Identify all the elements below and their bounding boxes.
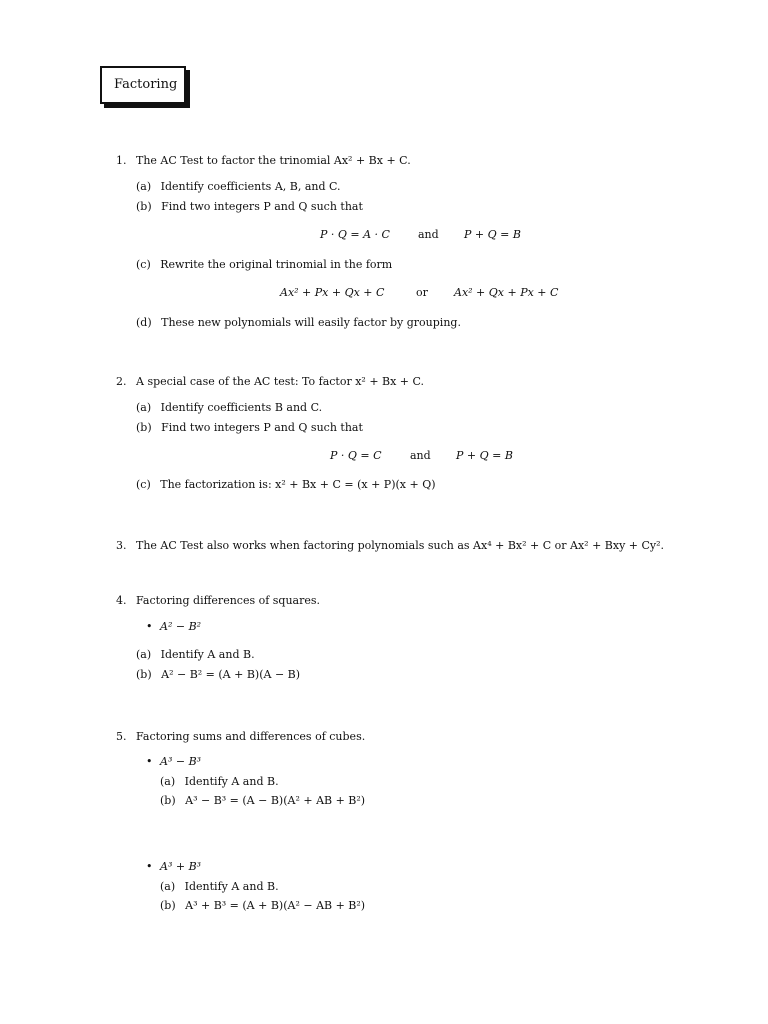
item-number: 1. bbox=[116, 154, 127, 167]
sub-item bbox=[160, 794, 365, 807]
sub-text: Rewrite the original trinomial in the form bbox=[160, 258, 393, 271]
sub-item bbox=[136, 316, 461, 329]
item-number: 4. bbox=[116, 594, 127, 607]
sub-text: Identify A and B. bbox=[184, 880, 279, 893]
sub-text: Find two integers P and Q such that bbox=[161, 200, 363, 213]
sub-label: (a) bbox=[136, 180, 152, 193]
bullet-item bbox=[146, 620, 201, 633]
sub-text: A³ + B³ = (A + B)(A² − AB + B²) bbox=[185, 899, 366, 912]
page-title: Factoring bbox=[114, 77, 178, 92]
sub-text: These new polynomials will easily factor by grouping. bbox=[161, 316, 461, 329]
display-mid: and bbox=[418, 228, 439, 241]
display-right: P + Q = B bbox=[464, 228, 521, 241]
bullet-text: A³ + B³ bbox=[160, 860, 202, 873]
item-3 bbox=[116, 539, 664, 552]
item-text: The AC Test also works when factoring polynomials such as Ax⁴ + Bx² + C or Ax² + Bxy + Cy². bbox=[136, 539, 665, 552]
display-left: P · Q = C bbox=[330, 449, 382, 462]
item-number: 5. bbox=[116, 730, 127, 743]
sub-label: (a) bbox=[136, 401, 152, 414]
sub-item bbox=[136, 258, 392, 271]
sub-label: (a) bbox=[136, 648, 152, 661]
sub-item bbox=[136, 648, 255, 661]
item-text: A special case of the AC test: To factor x² + Bx + C. bbox=[136, 375, 425, 388]
sub-text: Find two integers P and Q such that bbox=[161, 421, 363, 434]
display-right: P + Q = B bbox=[456, 449, 513, 462]
sub-item bbox=[136, 668, 300, 681]
sub-item bbox=[160, 775, 279, 788]
sub-label: (c) bbox=[136, 478, 151, 491]
item-4 bbox=[116, 594, 320, 607]
sub-label: (c) bbox=[136, 258, 151, 271]
sub-item bbox=[160, 899, 365, 912]
item-text: Factoring differences of squares. bbox=[136, 594, 321, 607]
bullet-item bbox=[146, 755, 201, 768]
bullet-icon: • bbox=[146, 860, 153, 873]
sub-text: Identify A and B. bbox=[184, 775, 279, 788]
display-left: P · Q = A · C bbox=[320, 228, 390, 241]
display-left: Ax² + Px + Qx + C bbox=[280, 286, 385, 299]
sub-label: (b) bbox=[136, 200, 152, 213]
item-text: Factoring sums and differences of cubes. bbox=[136, 730, 366, 743]
sub-item bbox=[136, 200, 363, 213]
sub-label: (a) bbox=[160, 775, 176, 788]
sub-label: (a) bbox=[160, 880, 176, 893]
display-right: Ax² + Qx + Px + C bbox=[454, 286, 559, 299]
bullet-icon: • bbox=[146, 620, 153, 633]
sub-label: (b) bbox=[136, 421, 152, 434]
sub-item bbox=[136, 180, 341, 193]
display-mid: or bbox=[416, 286, 428, 299]
sub-text: Identify A and B. bbox=[160, 648, 255, 661]
sub-label: (b) bbox=[160, 899, 176, 912]
item-5 bbox=[116, 730, 365, 743]
display-mid: and bbox=[410, 449, 431, 462]
sub-item bbox=[136, 401, 322, 414]
sub-label: (d) bbox=[136, 316, 152, 329]
sub-text: Identify coefficients A, B, and C. bbox=[160, 180, 341, 193]
item-number: 3. bbox=[116, 539, 127, 552]
bullet-icon: • bbox=[146, 755, 153, 768]
sub-text: Identify coefficients B and C. bbox=[160, 401, 323, 414]
sub-item bbox=[136, 478, 436, 491]
item-number: 2. bbox=[116, 375, 127, 388]
sub-text: A³ − B³ = (A − B)(A² + AB + B²) bbox=[185, 794, 366, 807]
bullet-item bbox=[146, 860, 201, 873]
item-1 bbox=[116, 154, 411, 167]
item-2 bbox=[116, 375, 424, 388]
sub-text: The factorization is: x² + Bx + C = (x + P)(x + Q) bbox=[160, 478, 436, 491]
sub-item bbox=[160, 880, 279, 893]
bullet-text: A² − B² bbox=[160, 620, 202, 633]
item-text: The AC Test to factor the trinomial Ax² + Bx + C. bbox=[136, 154, 411, 167]
sub-label: (b) bbox=[160, 794, 176, 807]
sub-text: A² − B² = (A + B)(A − B) bbox=[161, 668, 301, 681]
sub-item bbox=[136, 421, 363, 434]
bullet-text: A³ − B³ bbox=[160, 755, 202, 768]
title-box bbox=[100, 66, 186, 104]
sub-label: (b) bbox=[136, 668, 152, 681]
